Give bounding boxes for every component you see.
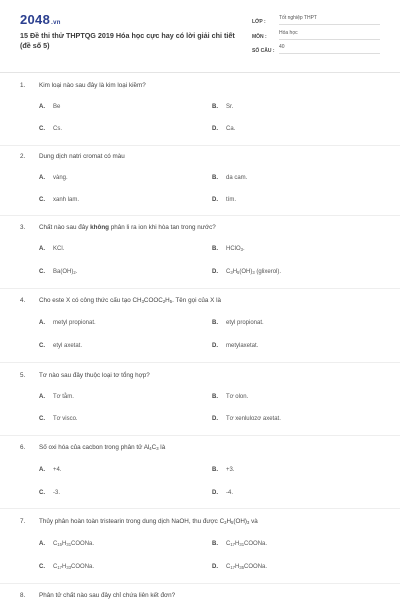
option-c[interactable]: C. etyl axetat.: [39, 343, 83, 349]
question-divider: [0, 215, 400, 216]
question-divider: [0, 288, 400, 289]
option-a[interactable]: A. Be: [39, 104, 61, 110]
question-divider: [0, 362, 400, 363]
question-number: 2.: [20, 153, 26, 160]
question-divider: [0, 583, 400, 584]
option-a[interactable]: A. +4.: [39, 467, 62, 473]
option-c[interactable]: C. -3.: [39, 490, 61, 496]
question-number: 1.: [20, 82, 26, 89]
option-b[interactable]: B. etyl propionat.: [212, 320, 264, 326]
option-b[interactable]: B. +3.: [212, 467, 235, 473]
option-a[interactable]: A. metyl propionat.: [39, 320, 96, 326]
option-d[interactable]: D. Ca.: [212, 126, 236, 132]
option-c[interactable]: C. Tơ visco.: [39, 416, 78, 422]
question-text: Tơ nào sau đây thuộc loại tơ tổng hợp?: [39, 372, 150, 379]
option-a[interactable]: A. $C_{15}H_{31}COONa$.: [39, 541, 95, 547]
meta-row-class: LỚP : Tốt nghiệp THPT: [252, 13, 380, 25]
question-number: 4.: [20, 297, 26, 304]
document-meta: [252, 13, 380, 57]
option-d[interactable]: D. $C_{17}H_{35}COONa$.: [212, 564, 268, 570]
option-d[interactable]: D. $C_3H_5(OH)_3$ (glixerol).: [212, 269, 282, 275]
option-b[interactable]: B. $C_{17}H_{31}COONa$.: [212, 541, 268, 547]
question-text: Thủy phân hoàn toàn tristearin trong dung dịch NaOH, thu được $C_3H_5(OH)_3$ và: [39, 518, 258, 525]
option-b[interactable]: B. HClO$_3$.: [212, 246, 245, 252]
question-text: Cho este X có công thức cấu tạo $CH_3COOC_2H_5$. Tên gọi của X là: [39, 297, 221, 304]
option-d[interactable]: D. metylaxetat.: [212, 343, 259, 349]
meta-row-question-count: SỐ CÂU : 40: [252, 42, 380, 54]
option-b[interactable]: B. Tơ olon.: [212, 394, 249, 400]
question-number: 8.: [20, 592, 26, 599]
question-text: Chất nào sau đây không phân li ra ion khi hòa tan trong nước?: [39, 224, 216, 231]
question-text: Kim loại nào sau đây là kim loại kiềm?: [39, 82, 146, 89]
option-c[interactable]: C. $Ba(OH)_2$.: [39, 269, 78, 275]
option-c[interactable]: C. xanh lam.: [39, 197, 80, 203]
question-text: Dung dịch natri cromat có màu: [39, 153, 125, 160]
question-divider: [0, 508, 400, 509]
option-a[interactable]: A. KCl.: [39, 246, 65, 252]
question-text: Phân tử chất nào sau đây chỉ chứa liên kết đơn?: [39, 592, 176, 599]
document-header: [0, 0, 400, 73]
question-divider: [0, 435, 400, 436]
option-a[interactable]: A. Tơ tằm.: [39, 394, 74, 400]
document-title: 15 Đề thi thử THPTQG 2019 Hóa học cực hay có lời giải chi tiết (đề số 5): [20, 31, 235, 50]
option-d[interactable]: D. Tơ xenlulozơ axetat.: [212, 416, 281, 422]
option-c[interactable]: C. $C_{17}H_{33}COONa$.: [39, 564, 95, 570]
question-number: 3.: [20, 224, 26, 231]
question-number: 7.: [20, 518, 26, 525]
meta-row-subject: MÔN : Hóa học: [252, 28, 380, 40]
option-c[interactable]: C. Cs.: [39, 126, 62, 132]
question-text: Số oxi hóa của cacbon trong phân tử $Al_4C_3$ là: [39, 444, 166, 451]
site-logo[interactable]: 2048.vn: [20, 12, 61, 27]
option-b[interactable]: B. Sr.: [212, 104, 234, 110]
option-b[interactable]: B. da cam.: [212, 175, 248, 181]
question-number: 5.: [20, 372, 26, 379]
question-divider: [0, 145, 400, 146]
question-number: 6.: [20, 444, 26, 451]
option-d[interactable]: D. -4.: [212, 490, 234, 496]
option-a[interactable]: A. vàng.: [39, 175, 68, 181]
option-d[interactable]: D. tím.: [212, 197, 236, 203]
